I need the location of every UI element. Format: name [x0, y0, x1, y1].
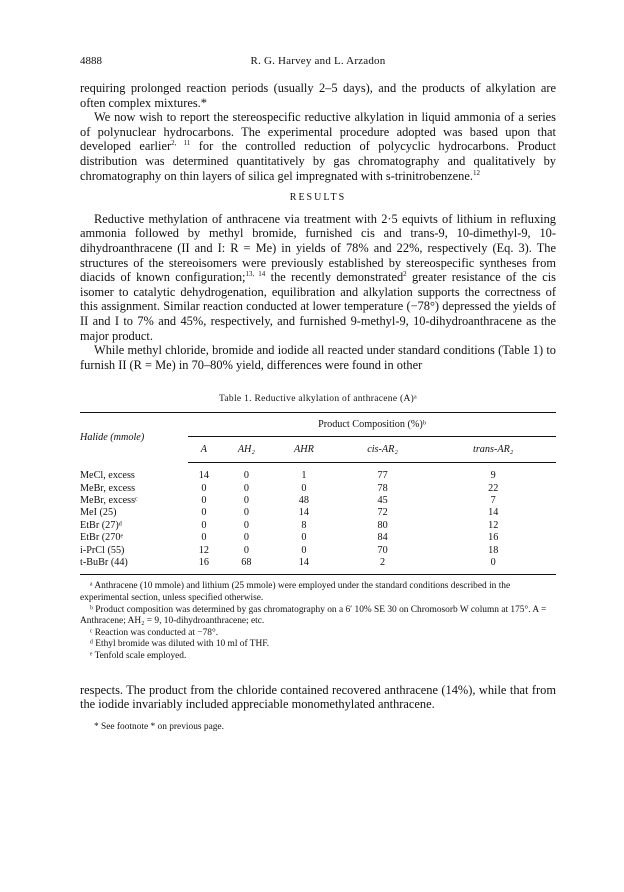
table-caption: Table 1. Reductive alkylation of anthracene (A)ᵃ — [218, 394, 418, 405]
value-cell: 14 — [198, 470, 209, 482]
paragraph-3 — [80, 212, 556, 343]
value-cell: 7 — [490, 494, 496, 506]
halide-cell: EtBr (27)ᵈ — [80, 519, 122, 531]
column-header: cis-AR₂ — [335, 436, 431, 462]
results-table — [80, 412, 556, 575]
value-cell: 70 — [377, 544, 388, 556]
value-cell: 72 — [377, 507, 388, 519]
value-cell: 48 — [298, 494, 309, 506]
table-footnote: ᵃ Anthracene (10 mmole) and lithium (25 mmole) were employed under the standard conditions described in the experimental section, unless specified otherwise. — [80, 581, 511, 603]
paragraph-2-text-b: for the controlled reduction of polycyclic hydrocarbons. Product distribution was determined quantitatively by gas chromatography and qualitatively by chromatography on thin layers of silica gel impregnated with s-trinitrobenzene. — [80, 139, 557, 183]
paragraph-4: While methyl chloride, bromide and iodide all reacted under standard conditions (Table 1) to furnish II (R = Me) in 70–80% yield, differences were found in other — [80, 343, 556, 372]
table-footnote: ᵉ Tenfold scale employed. — [90, 650, 187, 661]
page-header — [80, 55, 556, 69]
paragraph-2 — [80, 110, 556, 183]
table-footnote: ᵇ Product composition was determined by gas chromatography on a 6′ 10% SE 30 on Chromosorb W column at 175°. A = Anthracene; AH₂ = 9, 10-dihydroanthracene; etc. — [80, 604, 547, 627]
value-cell: 84 — [377, 532, 388, 544]
value-cell: 12 — [198, 544, 209, 556]
value-cell: 1 — [301, 470, 307, 482]
halide-cell: MeBr, excess — [80, 482, 136, 494]
value-cell: 0 — [243, 494, 249, 506]
value-cell: 0 — [201, 532, 207, 544]
value-cell: 0 — [301, 532, 307, 544]
section-heading: RESULTS — [289, 192, 347, 204]
value-cell: 14 — [298, 507, 309, 519]
halide-cell: t-BuBr (44) — [80, 557, 188, 575]
paragraph-5: respects. The product from the chloride contained recovered anthracene (14%), while that from the iodide invariably included appreciable monomethylated anthracene. — [80, 682, 556, 712]
value-cell: 14 — [273, 557, 335, 575]
value-cell: 2 — [335, 557, 431, 575]
citation: 2, 11 — [171, 139, 191, 148]
table-row — [80, 557, 556, 575]
value-cell: 16 — [188, 557, 220, 575]
value-cell: 0 — [301, 544, 307, 556]
halide-cell: i-PrCl (55) — [80, 544, 125, 556]
column-header: AHR — [273, 436, 335, 462]
paragraph-1: requiring prolonged reaction periods (usually 2–5 days), and the products of alkylation are often complex mixtures.* — [80, 81, 556, 110]
value-cell: 8 — [301, 519, 307, 531]
value-cell: 9 — [490, 470, 496, 482]
value-cell: 12 — [488, 519, 499, 531]
running-head: R. G. Harvey and L. Arzadon — [250, 55, 386, 67]
value-cell: 22 — [488, 482, 499, 494]
value-cell: 80 — [377, 519, 388, 531]
halide-cell: MeBr, excessᶜ — [80, 494, 138, 506]
citation: 2 — [403, 270, 407, 278]
value-cell: 45 — [377, 494, 388, 506]
column-header: trans-AR₂ — [430, 436, 556, 462]
value-cell: 0 — [201, 494, 207, 506]
value-cell: 77 — [377, 470, 388, 482]
value-cell: 0 — [201, 519, 207, 531]
table-body — [80, 463, 556, 575]
citation: 12 — [472, 168, 480, 177]
table-footnotes — [80, 581, 556, 662]
table-row — [80, 507, 556, 519]
product-composition-header: Product Composition (%)ᵇ — [188, 413, 556, 436]
value-cell: 0 — [201, 482, 207, 494]
column-header: AH₂ — [220, 436, 273, 462]
table-footnote: ᶜ Reaction was conducted at −78°. — [90, 627, 219, 638]
page-number: 4888 — [80, 55, 102, 67]
body-text — [80, 81, 556, 372]
value-cell: 0 — [243, 507, 249, 519]
value-cell: 0 — [243, 482, 249, 494]
continuation-text — [80, 683, 556, 712]
paragraph-2-text-a: We now wish to report the stereospecific reductive alkylation in liquid ammonia of a series of polynuclear hydrocarbons. The experimental procedure adopted was based upon that developed earlier — [80, 110, 556, 154]
column-header: A — [188, 436, 220, 462]
table-footnote: ᵈ Ethyl bromide was diluted with 10 ml of THF. — [90, 639, 270, 650]
table-row — [80, 520, 556, 532]
value-cell: 0 — [430, 557, 556, 575]
halide-cell: MeCl, excess — [80, 469, 135, 481]
value-cell: 0 — [243, 532, 249, 544]
value-cell: 0 — [301, 482, 307, 494]
paragraph-3-text-b: the recently demonstrated — [265, 270, 404, 285]
halide-cell: EtBr (270ᵉ — [80, 532, 124, 544]
value-cell: 0 — [201, 507, 207, 519]
table-row — [80, 483, 556, 495]
value-cell: 78 — [377, 482, 388, 494]
table-row — [80, 545, 556, 557]
table-row — [80, 463, 556, 483]
page — [80, 55, 556, 732]
table-row — [80, 495, 556, 507]
halide-cell: MeI (25) — [80, 507, 117, 519]
table-1 — [80, 394, 556, 662]
value-cell: 16 — [488, 532, 499, 544]
table-row — [80, 532, 556, 544]
halide-column-header: Halide (mmole) — [80, 413, 188, 463]
citation: 13, 14 — [245, 270, 266, 278]
value-cell: 14 — [488, 507, 499, 519]
page-footnote: * See footnote * on previous page. — [94, 721, 224, 732]
paragraph-3-text-a: Reductive methylation of anthracene via treatment with 2·5 equivts of lithium in refluxing ammonia followed by methyl bromide, furnished cis and trans-9, 10-dimethyl-9, 10-dihydroanthracene (II and I: R = Me) in yields of 78% and 22%, respectively (Eq. 3). The structures of the stereoisomers were previously established by stereospecific syntheses from diacids of known configuration; — [80, 211, 556, 285]
value-cell: 0 — [243, 470, 249, 482]
value-cell: 68 — [220, 557, 273, 575]
value-cell: 0 — [243, 519, 249, 531]
value-cell: 18 — [488, 544, 499, 556]
value-cell: 0 — [243, 544, 249, 556]
paragraph-3-text-c: greater resistance of the cis isomer to catalytic dehydrogenation, equilibration and alkylation supports the correctness of this assignment. Similar reaction conducted at lower temperature (−78°) depressed the yields of II and I to 7% and 45%, respectively, and furnished 9-methyl-9, 10-dihydroanthracene as the major product. — [80, 270, 557, 343]
